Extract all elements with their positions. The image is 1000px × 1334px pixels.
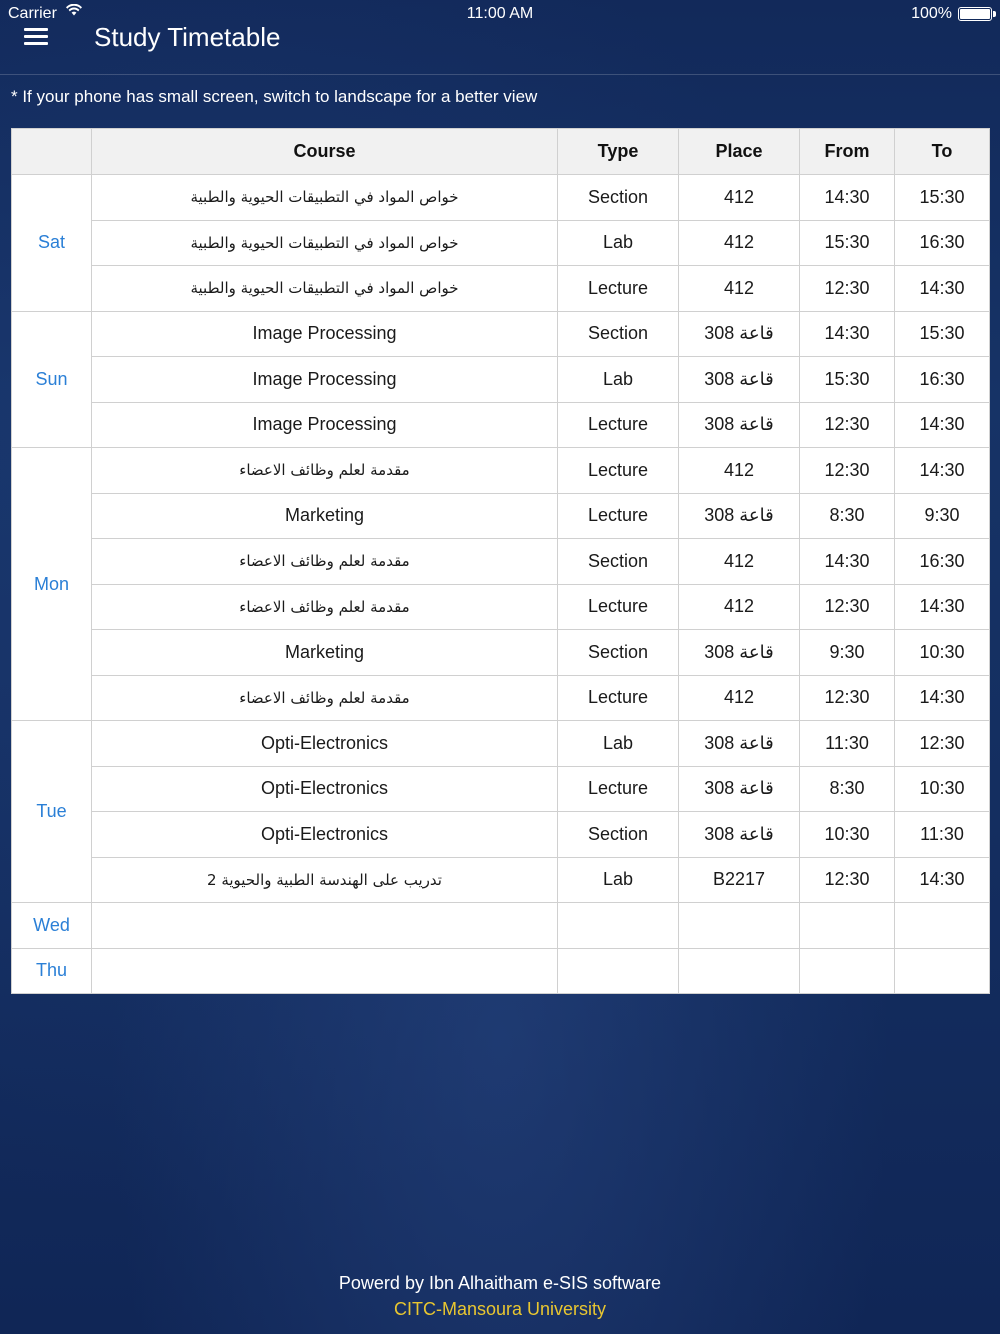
table-row — [12, 220, 990, 266]
to-cell: 16:30 — [895, 357, 990, 403]
landscape-hint: * If your phone has small screen, switch to landscape for a better view — [11, 87, 538, 106]
table-row — [12, 175, 990, 221]
table-row — [12, 903, 990, 949]
table-row — [12, 266, 990, 312]
course-cell: خواص المواد في التطبيقات الحيوية والطبية — [92, 220, 558, 266]
place-cell: 412 — [679, 584, 800, 630]
type-cell: Section — [558, 311, 679, 357]
place-cell: B2217 — [679, 857, 800, 903]
type-cell: Lecture — [558, 266, 679, 312]
table-row — [12, 675, 990, 721]
timetable-body — [12, 175, 990, 994]
to-cell: 14:30 — [895, 857, 990, 903]
from-cell: 11:30 — [800, 721, 895, 767]
header-day — [12, 129, 92, 175]
to-cell — [895, 903, 990, 949]
day-label: Sun — [12, 311, 92, 448]
timetable — [11, 128, 990, 994]
place-cell: 412 — [679, 175, 800, 221]
table-row — [12, 584, 990, 630]
place-cell — [679, 948, 800, 994]
to-cell: 15:30 — [895, 311, 990, 357]
to-cell: 10:30 — [895, 766, 990, 812]
place-cell: قاعة 308 — [679, 812, 800, 858]
header-to: To — [895, 129, 990, 175]
from-cell: 15:30 — [800, 220, 895, 266]
to-cell: 10:30 — [895, 630, 990, 676]
to-cell: 14:30 — [895, 584, 990, 630]
carrier-label: Carrier — [8, 5, 57, 22]
place-cell: 412 — [679, 220, 800, 266]
day-label: Sat — [12, 175, 92, 312]
course-cell: مقدمة لعلم وظائف الاعضاء — [92, 675, 558, 721]
powered-by-text: Powerd by Ibn Alhaitham e-SIS software — [338, 1273, 662, 1293]
course-cell — [92, 903, 558, 949]
table-row — [12, 402, 990, 448]
table-row — [12, 493, 990, 539]
to-cell: 16:30 — [895, 539, 990, 585]
course-cell — [92, 948, 558, 994]
table-row — [12, 812, 990, 858]
day-label: Tue — [12, 721, 92, 903]
place-cell — [679, 903, 800, 949]
place-cell: 412 — [679, 266, 800, 312]
type-cell — [558, 903, 679, 949]
from-cell — [800, 948, 895, 994]
type-cell: Lab — [558, 857, 679, 903]
from-cell: 14:30 — [800, 311, 895, 357]
course-cell: Image Processing — [92, 357, 558, 403]
from-cell: 12:30 — [800, 402, 895, 448]
type-cell: Lab — [558, 220, 679, 266]
course-cell: Opti-Electronics — [92, 766, 558, 812]
type-cell: Section — [558, 630, 679, 676]
course-cell: مقدمة لعلم وظائف الاعضاء — [92, 448, 558, 494]
course-cell: Marketing — [92, 493, 558, 539]
type-cell: Lecture — [558, 675, 679, 721]
table-row — [12, 766, 990, 812]
type-cell: Section — [558, 175, 679, 221]
to-cell: 12:30 — [895, 721, 990, 767]
organization-text: CITC-Mansoura University — [393, 1299, 607, 1319]
type-cell: Section — [558, 812, 679, 858]
course-cell: Image Processing — [92, 402, 558, 448]
type-cell: Lecture — [558, 448, 679, 494]
from-cell: 10:30 — [800, 812, 895, 858]
day-label: Thu — [12, 948, 92, 994]
table-row — [12, 721, 990, 767]
header-place: Place — [679, 129, 800, 175]
to-cell: 15:30 — [895, 175, 990, 221]
place-cell: 412 — [679, 448, 800, 494]
table-row — [12, 311, 990, 357]
from-cell: 14:30 — [800, 175, 895, 221]
to-cell: 16:30 — [895, 220, 990, 266]
place-cell: قاعة 308 — [679, 766, 800, 812]
type-cell: Lecture — [558, 493, 679, 539]
course-cell: مقدمة لعلم وظائف الاعضاء — [92, 539, 558, 585]
course-cell: خواص المواد في التطبيقات الحيوية والطبية — [92, 266, 558, 312]
hamburger-menu-icon[interactable] — [24, 26, 50, 46]
from-cell: 8:30 — [800, 493, 895, 539]
place-cell: قاعة 308 — [679, 721, 800, 767]
from-cell — [800, 903, 895, 949]
to-cell: 11:30 — [895, 812, 990, 858]
type-cell: Lab — [558, 721, 679, 767]
table-row — [12, 357, 990, 403]
table-row — [12, 857, 990, 903]
table-row — [12, 448, 990, 494]
course-cell: خواص المواد في التطبيقات الحيوية والطبية — [92, 175, 558, 221]
place-cell: قاعة 308 — [679, 357, 800, 403]
place-cell: قاعة 308 — [679, 493, 800, 539]
from-cell: 12:30 — [800, 584, 895, 630]
place-cell: قاعة 308 — [679, 311, 800, 357]
course-cell: Image Processing — [92, 311, 558, 357]
type-cell — [558, 948, 679, 994]
battery-percent: 100% — [911, 5, 952, 22]
footer — [0, 1270, 1000, 1322]
place-cell: 412 — [679, 539, 800, 585]
from-cell: 12:30 — [800, 448, 895, 494]
from-cell: 12:30 — [800, 857, 895, 903]
course-cell: Marketing — [92, 630, 558, 676]
from-cell: 15:30 — [800, 357, 895, 403]
clock: 11:00 AM — [466, 5, 534, 22]
from-cell: 9:30 — [800, 630, 895, 676]
type-cell: Lab — [558, 357, 679, 403]
to-cell: 14:30 — [895, 675, 990, 721]
from-cell: 12:30 — [800, 266, 895, 312]
type-cell: Lecture — [558, 766, 679, 812]
day-label: Wed — [12, 903, 92, 949]
header-type: Type — [558, 129, 679, 175]
nav-bar — [0, 0, 1000, 75]
table-row — [12, 539, 990, 585]
course-cell: مقدمة لعلم وظائف الاعضاء — [92, 584, 558, 630]
course-cell: Opti-Electronics — [92, 812, 558, 858]
place-cell: قاعة 308 — [679, 630, 800, 676]
from-cell: 12:30 — [800, 675, 895, 721]
type-cell: Section — [558, 539, 679, 585]
course-cell: تدريب على الهندسة الطبية والحيوية 2 — [92, 857, 558, 903]
from-cell: 14:30 — [800, 539, 895, 585]
place-cell: قاعة 308 — [679, 402, 800, 448]
to-cell: 9:30 — [895, 493, 990, 539]
from-cell: 8:30 — [800, 766, 895, 812]
table-row — [12, 948, 990, 994]
to-cell: 14:30 — [895, 266, 990, 312]
header-from: From — [800, 129, 895, 175]
type-cell: Lecture — [558, 402, 679, 448]
header-row — [12, 129, 990, 175]
to-cell: 14:30 — [895, 448, 990, 494]
header-course: Course — [92, 129, 558, 175]
to-cell: 14:30 — [895, 402, 990, 448]
place-cell: 412 — [679, 675, 800, 721]
table-row — [12, 630, 990, 676]
course-cell: Opti-Electronics — [92, 721, 558, 767]
to-cell — [895, 948, 990, 994]
day-label: Mon — [12, 448, 92, 721]
page-title: Study Timetable — [94, 22, 281, 52]
type-cell: Lecture — [558, 584, 679, 630]
